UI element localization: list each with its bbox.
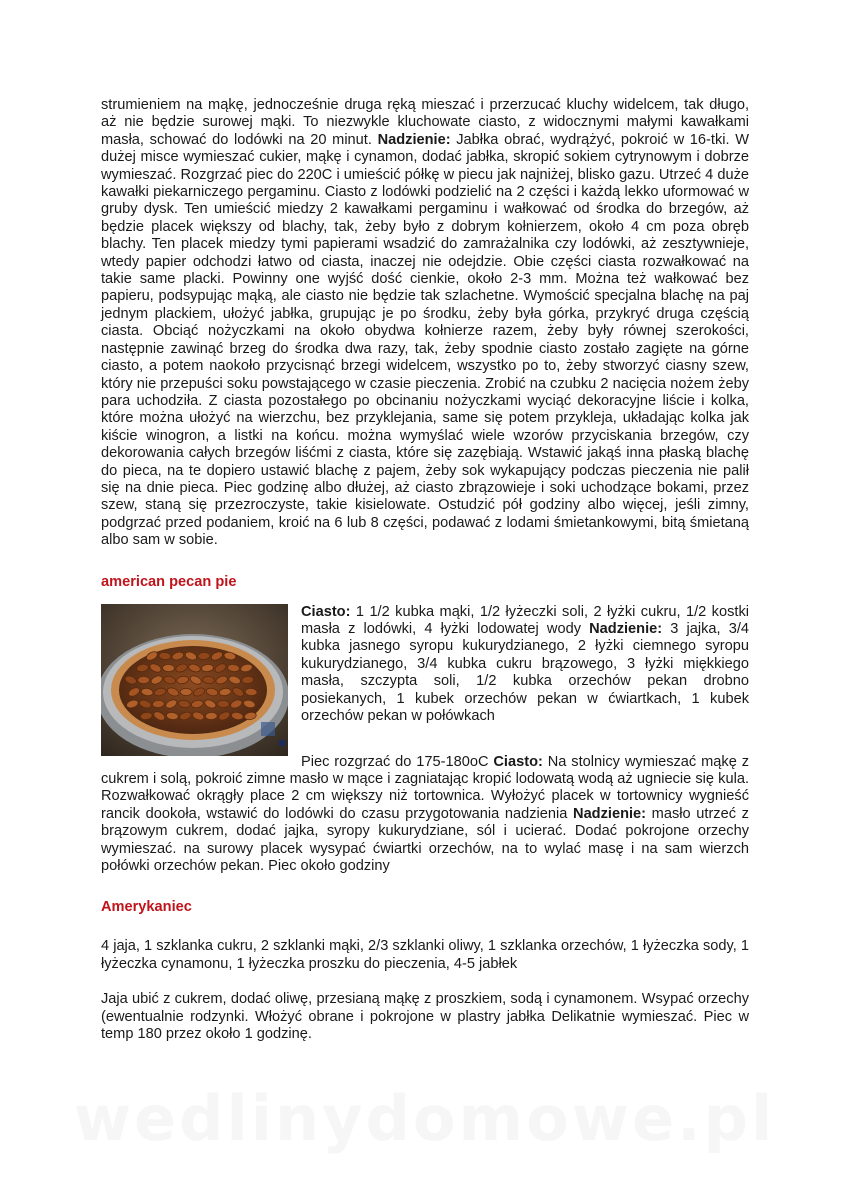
text-run: 3 jajka, 3/4 kubka jasnego syropu kukurydzianego, 2 łyżki ciemnego syropu kukurydzianego, 3/4 kubka cukru brązowego, 3 łyżki miękkiego masła, szczypta soli, 1/2 kubka orzechów pekan drobno posiekanych, 1 kubek orzechów pekan w ćwiartkach, 1 kubek orzechów pekan w połówkach xyxy=(301,620,749,724)
bold-label: Ciasto: xyxy=(493,753,543,770)
bold-label: Nadzienie: xyxy=(377,131,451,148)
text-run: 1 1/2 kubka mąki, 1/2 łyżeczki soli, 2 łyżki cukru, 1/2 kostki masła z lodówki, 4 łyżki lodowatej wody xyxy=(301,603,749,637)
pecan-half xyxy=(205,712,217,720)
text-run: Jabłka obrać, wydrążyć, pokroić w 16-tki. W dużej misce wymieszać cukier, mąkę i cynamon, dodać jabłka, skropić sokiem cytrynowym i dobrze wymieszać. Rozgrzać piec do 220C i umieścić półkę w piecu jak najniżej, blisko gazu. Utrzeć 4 duże kawałki piekarniczego pergaminu. Ciasto z lodówki podzielić na 2 części i każdą lekko uformować w gruby dysk. Ten umieścić miedzy 2 kawałkami pergaminu i wałkować od środka do brzegów, aż będzie placek większy od blachy, tak, żeby było z dobrym kołnierzem, około 4 cm poza obręb blachy. Ten placek miedzy tymi papierami wsadzić do zamrażalnika czy lodówki, aż zesztywnieje, wtedy papier odchodzi łatwo od ciasta, inaczej nie odejdzie. Obie części ciasta rozwałkować na takie same placki. Powinny one wyjść dość cienkie, około 2-3 mm. Można też wałkować bez papieru, podsypując mąką, ale ciasto nie będzie tak szlachetne. Wymościć specjalna blachę na paj jednym plackiem, ułożyć jabłka, grupując je po środku, żeby była górka, przykryć druga częścią ciasta. Obciąć nożyczkami na około obydwa kołnierze razem, żeby były równej szerokości, następnie zawinąć brzeg do środka dwa razy, tak, żeby spodnie ciasto zostało zagięte na górne ciasto, a potem naokoło przycisnąć brzegi widelcem, wszystko po to, żeby stworzyć ciasny szew, który nie przepuści soku powstającego w czasie pieczenia. Zrobić na czubku 2 nacięcia nożem żeby para uchodziła. Z ciasta pozostałego po obcinaniu nożyczkami wyciąć dekoracyjne liście i kolka, które można ułożyć na wierzchu, bez przyklejania, same się potem przykleja, układając kolka jak kiście winogron, a listki na końcu. można wymyślać wiele wzorów przyciskania brzegów, czy dekorowania całych brzegów liśćmi z ciasta, które się zazębiają. Wstawić jakąś inna płaską blachę do pieca, na te dopiero ustawić blachę z pajem, żeby sok wykapujący podczas pieczenia nie palił się na dnie pieca. Piec godzinę albo dłużej, aż ciasto zbrązowieje i soki uchodzące bokami, przez szew, staną się przezroczyste, takie kisielowate. Ostudzić pół godziny albo więcej, jeśli zimny, podgrzać przed podaniem, kroić na 6 lub 8 części, podawać z lodami śmietankowymi, bitą śmietaną albo sam w sobie. xyxy=(101,131,749,549)
bold-label: Nadzienie: xyxy=(589,620,663,637)
pecan-pie-heading: american pecan pie xyxy=(101,573,237,590)
text-run: masło utrzeć z brązowym cukrem, dodać jajka, syropy kukurydziane, sól i ucierać. Dodać pokrojone orzechy wymieszać. na surowy placek wysypać ćwiartki orzechów, na to wylać masę i na sam wierzch połówki orzechów pekan. Piec około godziny xyxy=(101,805,749,874)
pecan-half xyxy=(217,700,229,707)
pecan-half xyxy=(162,664,174,672)
amerykaniec-instructions-paragraph xyxy=(101,991,749,1043)
document-page xyxy=(101,97,749,1043)
amerykaniec-heading: Amerykaniec xyxy=(101,899,192,916)
text-run: strumieniem na mąkę, jednocześnie druga ręką mieszać i przerzucać kluchy widelcem, tak długo, aż nie będzie surowej mąki. To niezwykle kluchowate ciasto, z widocznymi małymi kawałkami masła, schować do lodówki na 20 minut. xyxy=(101,97,749,148)
pecan-pie-photo xyxy=(101,604,288,756)
pecan-instructions-paragraph xyxy=(101,754,749,876)
pecan-half xyxy=(138,676,150,683)
bold-label: Ciasto: xyxy=(301,603,351,620)
pecan-half xyxy=(180,688,192,695)
text-run: Piec rozgrzać do 175-180oC xyxy=(301,753,494,770)
text-run: Jaja ubić z cukrem, dodać oliwę, przesianą mąkę z proszkiem, sodą i cynamonem. Wsypać orzechy (ewentualnie rodzynki. Włożyć obrane i pokrojone w plastry jabłka Delikatnie wymieszać. Piec w temp 180 przez około 1 godzinę. xyxy=(101,991,749,1043)
pecan-half xyxy=(198,652,210,660)
amerykaniec-ingredients-paragraph xyxy=(101,938,749,973)
text-run: Na stolnicy wymieszać mąkę z cukrem i solą, pokroić zimne masło w mące i zagniatając kropić lodowatą wodą aż ugniecie się kula. Rozwałkować okrągły place 2 cm większy niż tortownica. Wyłożyć placek w tortownicy wygnieść rancik dookoła, wstawić do lodówki do czasu przygotowania nadzienia xyxy=(101,753,750,822)
intro-paragraph xyxy=(101,97,749,550)
text-run: 4 jaja, 1 szklanka cukru, 2 szklanki mąki, 2/3 szklanki oliwy, 1 szklanka orzechów, 1 łyżeczka sody, 1 łyżeczka cynamonu, 1 łyżeczka proszku do pieczenia, 4-5 jabłek xyxy=(101,938,749,972)
pecan-section xyxy=(101,604,749,876)
watermark: wedlinydomowe.pl xyxy=(73,1082,776,1155)
bold-label: Nadzienie: xyxy=(573,805,647,822)
